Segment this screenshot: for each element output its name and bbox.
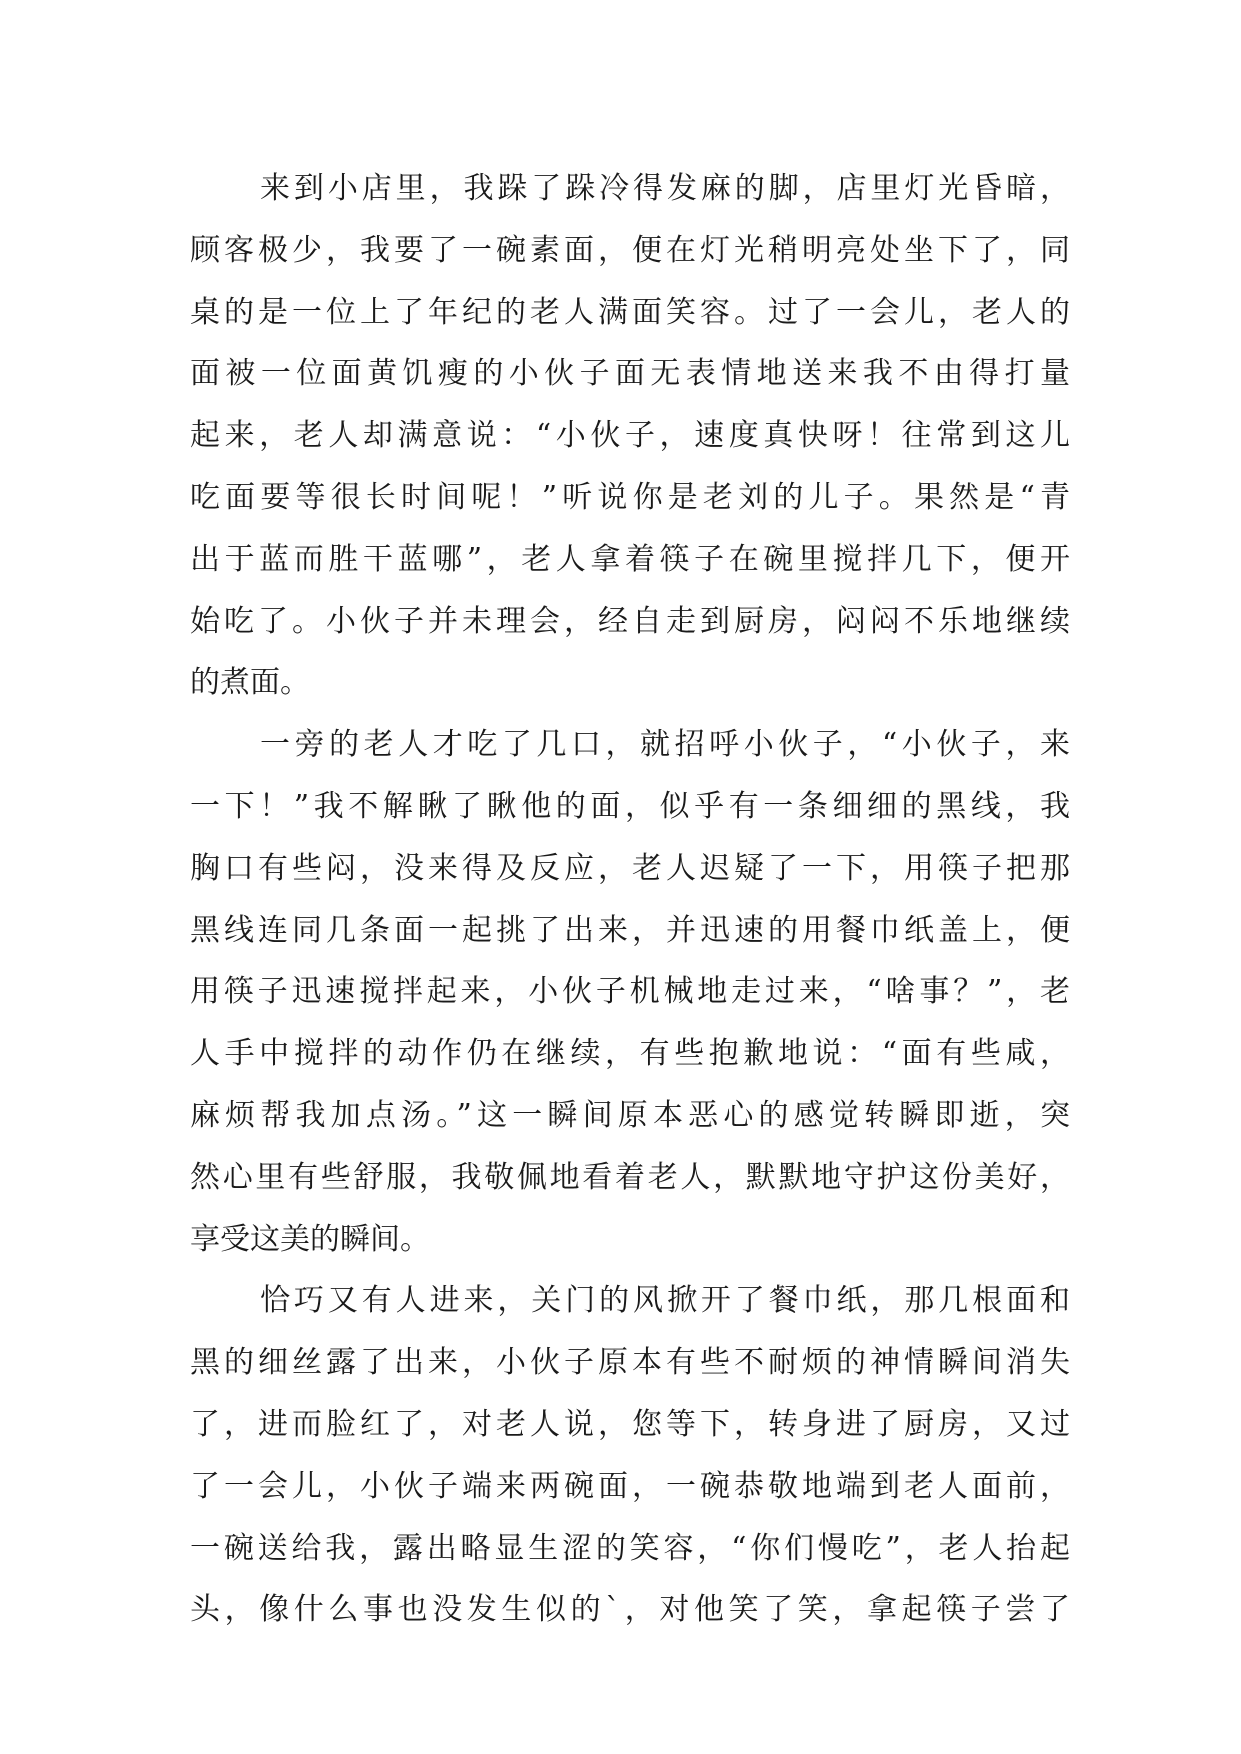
text-line: 桌的是一位上了年纪的老人满面笑容。过了一会儿，老人的 bbox=[190, 294, 1070, 330]
text-line: 恰巧又有人进来，关门的风掀开了餐巾纸，那几根面和 bbox=[260, 1283, 1070, 1319]
paragraph-1 bbox=[190, 158, 1070, 714]
text-line: 一碗送给我，露出略显生涩的笑容，“你们慢吃”，老人抬起 bbox=[190, 1530, 1070, 1566]
text-line: 用筷子迅速搅拌起来，小伙子机械地走过来，“啥事？”，老 bbox=[190, 974, 1070, 1010]
text-line: 吃面要等很长时间呢！”听说你是老刘的儿子。果然是“青 bbox=[190, 479, 1070, 515]
paragraph-2 bbox=[190, 714, 1070, 1270]
text-line: 然心里有些舒服，我敬佩地看着老人，默默地守护这份美好， bbox=[190, 1159, 1070, 1195]
text-line: 起来，老人却满意说：“小伙子，速度真快呀！往常到这儿 bbox=[190, 418, 1070, 454]
text-line: 出于蓝而胜干蓝哪”，老人拿着筷子在碗里搅拌几下，便开 bbox=[190, 541, 1070, 577]
text-line: 顾客极少，我要了一碗素面，便在灯光稍明亮处坐下了，同 bbox=[190, 232, 1070, 268]
text-line: 人手中搅拌的动作仍在继续，有些抱歉地说：“面有些咸， bbox=[190, 1036, 1070, 1072]
paragraph-3 bbox=[190, 1270, 1070, 1641]
text-line: 的煮面。 bbox=[190, 665, 310, 701]
text-line: 来到小店里，我跺了跺冷得发麻的脚，店里灯光昏暗， bbox=[260, 171, 1070, 206]
text-line: 黑线连同几条面一起挑了出来，并迅速的用餐巾纸盖上，便 bbox=[190, 912, 1070, 948]
text-line: 麻烦帮我加点汤。”这一瞬间原本恶心的感觉转瞬即逝，突 bbox=[190, 1097, 1070, 1133]
text-line: 头，像什么事也没发生似的`，对他笑了笑，拿起筷子尝了 bbox=[190, 1592, 1070, 1628]
text-line: 一旁的老人才吃了几口，就招呼小伙子，“小伙子，来 bbox=[260, 727, 1070, 763]
text-line: 了，进而脸红了，对老人说，您等下，转身进了厨房，又过 bbox=[190, 1406, 1070, 1442]
text-line: 始吃了。小伙子并未理会，经自走到厨房，闷闷不乐地继续 bbox=[190, 603, 1070, 639]
text-line: 了一会儿，小伙子端来两碗面，一碗恭敬地端到老人面前， bbox=[190, 1468, 1070, 1504]
text-line: 胸口有些闷，没来得及反应，老人迟疑了一下，用筷子把那 bbox=[190, 850, 1070, 886]
text-line: 一下！”我不解瞅了瞅他的面，似乎有一条细细的黑线，我 bbox=[190, 788, 1070, 824]
text-line: 享受这美的瞬间。 bbox=[190, 1221, 430, 1257]
text-line: 黑的细丝露了出来，小伙子原本有些不耐烦的神情瞬间消失 bbox=[190, 1345, 1070, 1381]
text-line: 面被一位面黄饥瘦的小伙子面无表情地送来我不由得打量 bbox=[190, 356, 1070, 392]
body-text bbox=[190, 158, 1070, 1641]
